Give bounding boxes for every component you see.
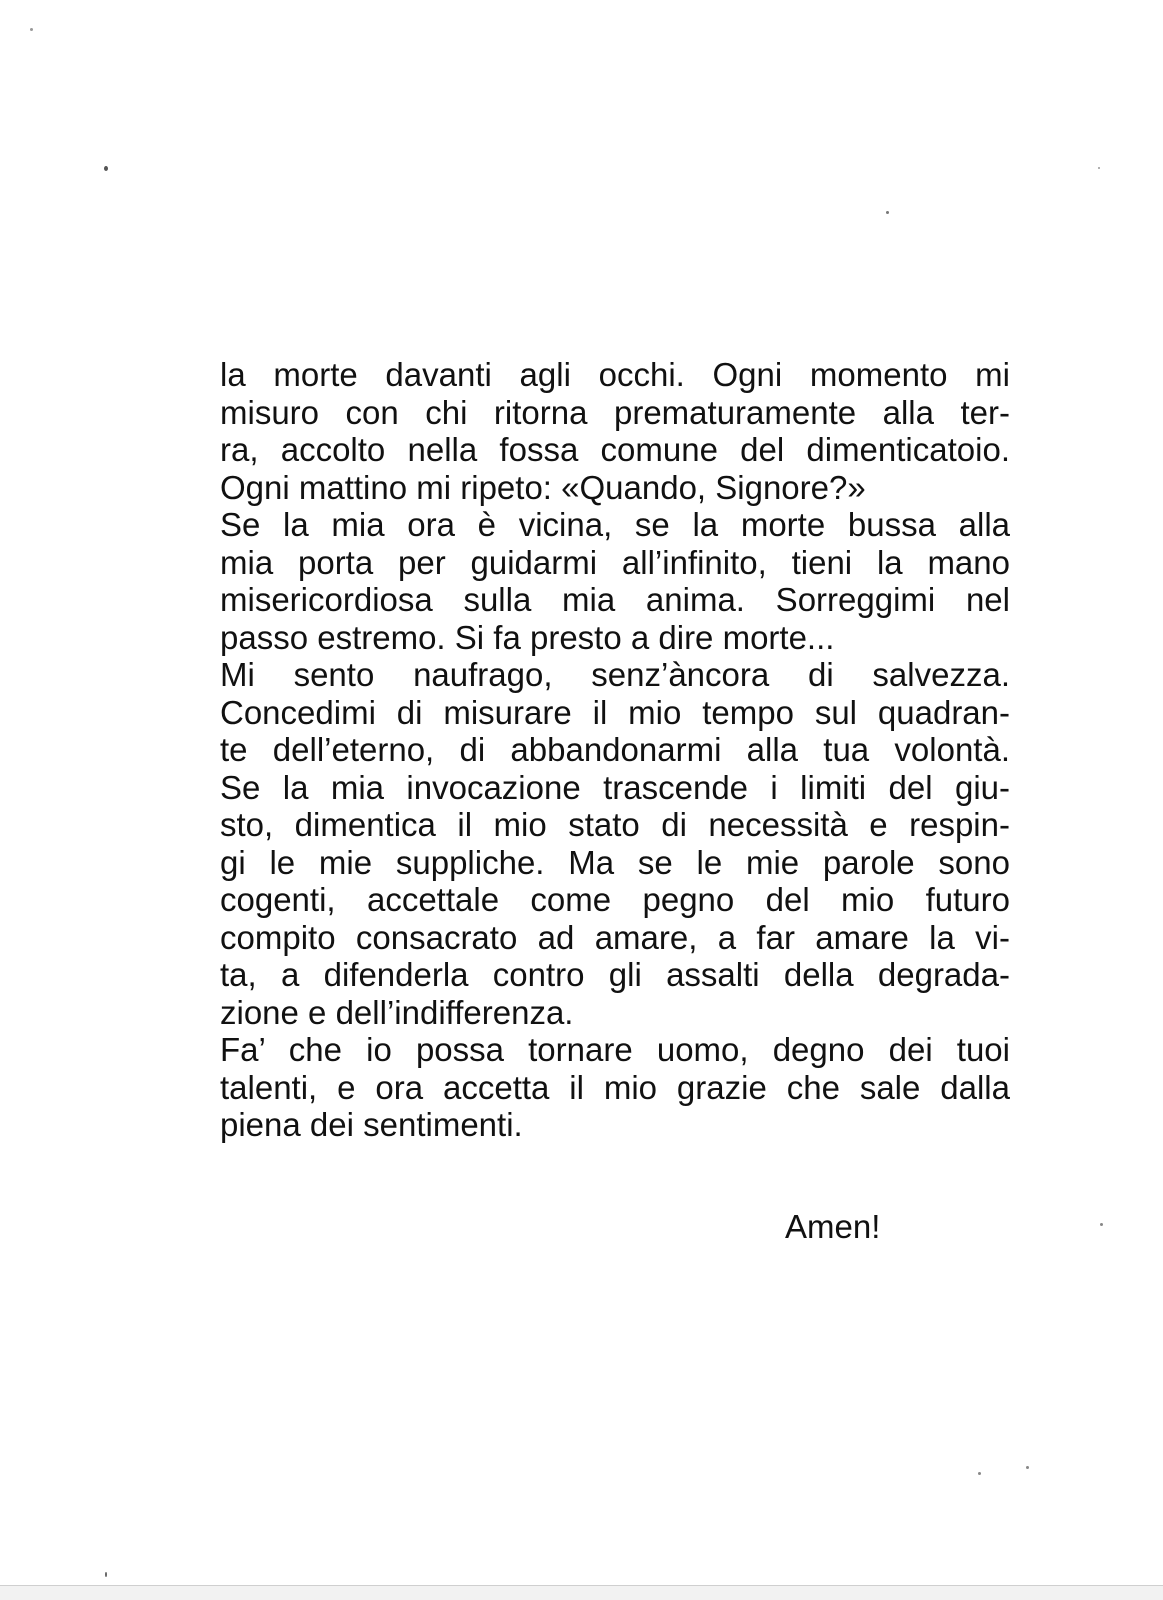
closing-amen: Amen! (785, 1208, 881, 1245)
text-line: ta, a difenderla contro gli assalti della degrada- (220, 956, 1010, 993)
scan-speck (1098, 167, 1100, 169)
scan-speck (1100, 1223, 1103, 1226)
scan-speck (978, 1472, 981, 1475)
text-line: Ogni mattino mi ripeto: «Quando, Signore?» (220, 468, 866, 506)
text-line: piena dei sentimenti. (220, 1106, 523, 1143)
text-line: compito consacrato ad amare, a far amare la vi- (220, 918, 1010, 956)
scan-speck (104, 166, 108, 171)
text-line: ra, accolto nella fossa comune del dimenticatoio. (220, 431, 1010, 468)
scan-speck (105, 1572, 107, 1577)
text-line: Fa’ che io possa tornare uomo, degno dei tuoi (220, 1031, 1010, 1068)
text-line: te dell’eterno, di abbandonarmi alla tua volontà. (220, 731, 1010, 768)
text-line: Mi sento naufrago, senz’àncora di salvezza. (220, 656, 1010, 693)
text-line: passo estremo. Si fa presto a dire morte... (220, 618, 835, 656)
scan-bottom-edge (0, 1585, 1163, 1600)
text-line: talenti, e ora accetta il mio grazie che sale dalla (220, 1068, 1010, 1106)
text-line: gi le mie suppliche. Ma se le mie parole sono (220, 843, 1010, 881)
text-line: sto, dimentica il mio stato di necessità e respin- (220, 806, 1010, 843)
scan-speck (886, 211, 889, 214)
scan-speck (30, 28, 33, 31)
scan-speck (1026, 1466, 1029, 1469)
prayer-text (220, 356, 1010, 1144)
text-line: zione e dell’indifferenza. (220, 993, 574, 1031)
text-line: misuro con chi ritorna prematuramente alla ter- (220, 393, 1010, 431)
text-line: la morte davanti agli occhi. Ogni momento mi (220, 356, 1010, 393)
text-line: Se la mia ora è vicina, se la morte bussa alla (220, 506, 1010, 543)
text-line: cogenti, accettale come pegno del mio futuro (220, 881, 1010, 918)
text-line: mia porta per guidarmi all’infinito, tieni la mano (220, 543, 1010, 581)
text-line: Se la mia invocazione trascende i limiti del giu- (220, 768, 1010, 806)
text-line: misericordiosa sulla mia anima. Sorreggimi nel (220, 581, 1010, 618)
text-line: Concedimi di misurare il mio tempo sul quadran- (220, 693, 1010, 731)
